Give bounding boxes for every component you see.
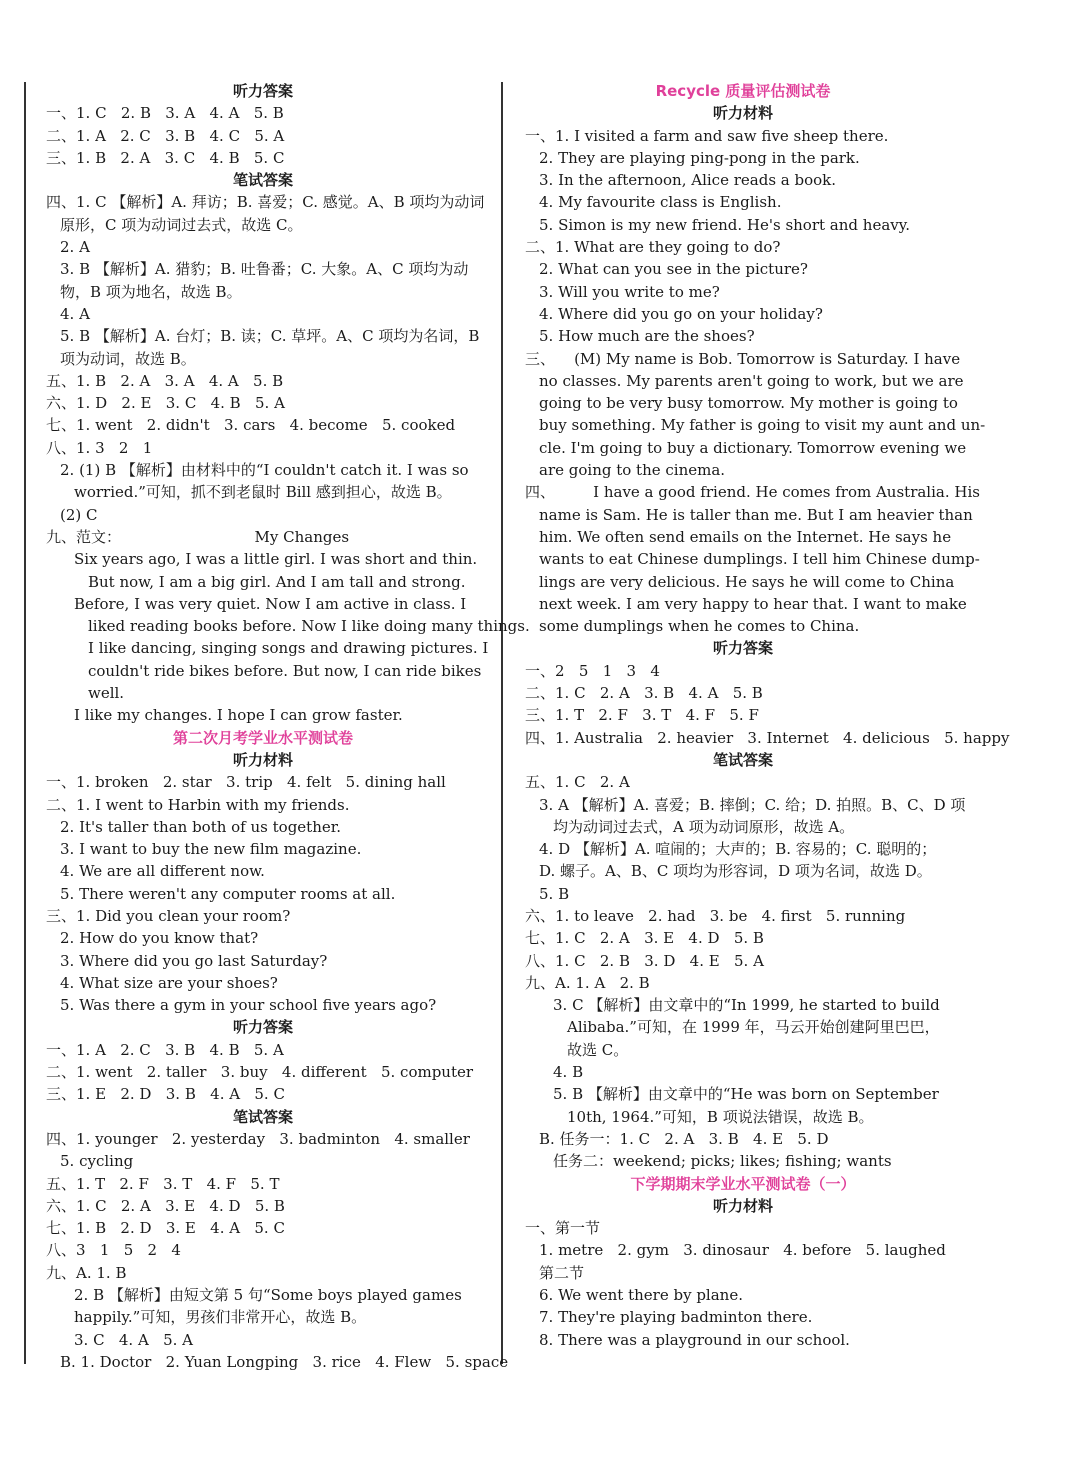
section-heading: 笔试答案: [232, 1107, 293, 1126]
column-divider: [501, 82, 503, 1364]
answer-line: 4. What size are your shoes?: [60, 973, 278, 992]
answer-line: 五、1. C 2. A: [525, 773, 630, 792]
answer-line: B. 任务一：1. C 2. A 3. B 4. E 5. D: [539, 1129, 829, 1148]
answer-line: 10th, 1964.”可知，B 项说法错误，故选 B。: [567, 1107, 874, 1126]
section-heading: 听力答案: [712, 639, 773, 658]
answer-line: 八、3 1 5 2 4: [46, 1241, 181, 1260]
answer-line: name is Sam. He is taller than me. But I am heavier than: [539, 505, 973, 524]
answer-line: 四、 I have a good friend. He comes from Australia. His: [525, 483, 980, 502]
answer-line: cle. I'm going to buy a dictionary. Tomorrow evening we: [539, 438, 967, 457]
section-heading: 笔试答案: [232, 171, 293, 190]
answer-line: 四、1. C 【解析】A. 拜访；B. 喜爱；C. 感觉。A、B 项均为动词: [46, 193, 485, 212]
answer-line: 九、A. 1. A 2. B: [525, 973, 650, 992]
answer-line: (2) C: [60, 505, 98, 524]
answer-line: 4. A: [60, 304, 90, 323]
answer-line: 任务二：weekend; picks; likes; fishing; wants: [553, 1152, 892, 1171]
answer-line: I like dancing, singing songs and drawing pictures. I: [88, 639, 489, 658]
answer-line: 5. Was there a gym in your school five years ago?: [60, 996, 437, 1015]
answer-line: 六、1. D 2. E 3. C 4. B 5. A: [46, 394, 285, 413]
answer-line: But now, I am a big girl. And I am tall and strong.: [88, 572, 466, 591]
answer-line: Alibaba.”可知，在 1999 年，马云开始创建阿里巴巴，: [567, 1018, 940, 1037]
answer-line: Six years ago, I was a little girl. I was short and thin.: [74, 550, 478, 569]
answer-line: 八、1. C 2. B 3. D 4. E 5. A: [525, 951, 764, 970]
answer-line: 二、1. C 2. A 3. B 4. A 5. B: [525, 684, 763, 703]
answer-line: 二、1. What are they going to do?: [525, 238, 781, 257]
answer-line: 项为动词，故选 B。: [60, 349, 196, 368]
answer-line: 七、1. C 2. A 3. E 4. D 5. B: [525, 929, 764, 948]
answer-line: 四、1. Australia 2. heavier 3. Internet 4. delicious 5. happy: [525, 728, 1010, 747]
answer-line: worried.”可知，抓不到老鼠时 Bill 感到担心，故选 B。: [74, 483, 452, 502]
answer-line: 三、1. T 2. F 3. T 4. F 5. F: [525, 706, 759, 725]
answer-line: are going to the cinema.: [539, 461, 726, 480]
section-heading: 听力材料: [712, 1196, 773, 1215]
left-margin-rule: [24, 82, 26, 1364]
answer-line: 二、1. went 2. taller 3. buy 4. different 5. computer: [46, 1063, 474, 1082]
answer-line: 5. B 【解析】A. 台灯；B. 读；C. 草坪。A、C 项均为名词，B: [60, 327, 480, 346]
answer-line: 六、1. to leave 2. had 3. be 4. first 5. running: [525, 906, 906, 925]
answer-line: 三、1. Did you clean your room?: [46, 906, 291, 925]
answer-line: 2. A: [60, 238, 90, 257]
answer-line: 原形，C 项为动词过去式，故选 C。: [60, 215, 303, 234]
answer-line: 一、第一节: [525, 1219, 601, 1238]
answer-line: 3. Will you write to me?: [539, 282, 720, 301]
answer-line: 一、1. A 2. C 3. B 4. B 5. A: [46, 1040, 284, 1059]
test-title: Recycle 质量评估测试卷: [655, 82, 831, 100]
answer-line: lings are very delicious. He says he will come to China: [539, 572, 955, 591]
answer-line: 4. We are all different now.: [60, 862, 265, 881]
answer-line: 第二节: [539, 1263, 585, 1282]
answer-line: D. 螺子。A、B、C 项均为形容词，D 项为名词，故选 D。: [539, 862, 932, 881]
answer-line: 5. B: [539, 884, 570, 903]
answer-line: some dumplings when he comes to China.: [539, 617, 860, 636]
answer-line: 3. C 【解析】由文章中的“In 1999, he started to build: [553, 996, 940, 1015]
answer-line: 5. Simon is my new friend. He's short and heavy.: [539, 215, 910, 234]
answer-line: 2. What can you see in the picture?: [539, 260, 808, 279]
answer-line: 5. How much are the shoes?: [539, 327, 755, 346]
answer-line: 1. metre 2. gym 3. dinosaur 4. before 5. laughed: [539, 1241, 946, 1260]
answer-line: buy something. My father is going to visit my aunt and un-: [539, 416, 986, 435]
answer-line: no classes. My parents aren't going to work, but we are: [539, 371, 964, 390]
answer-line: 八、1. 3 2 1: [46, 438, 153, 457]
answer-line: 6. We went there by plane.: [539, 1286, 743, 1305]
answer-line: happily.”可知，男孩们非常开心，故选 B。: [74, 1308, 367, 1327]
section-heading: 听力答案: [232, 1018, 293, 1037]
answer-line: 5. cycling: [60, 1152, 134, 1171]
answer-line: 四、1. younger 2. yesterday 3. badminton 4. smaller: [46, 1129, 470, 1148]
answer-line: 4. My favourite class is English.: [539, 193, 782, 212]
answer-line: 均为动词过去式，A 项为动词原形，故选 A。: [553, 817, 855, 836]
answer-line: 3. Where did you go last Saturday?: [60, 951, 328, 970]
answer-line: 4. Where did you go on your holiday?: [539, 304, 823, 323]
answer-line: 三、1. B 2. A 3. C 4. B 5. C: [46, 148, 285, 167]
answer-line: 2. It's taller than both of us together.: [60, 817, 342, 836]
answer-line: B. 1. Doctor 2. Yuan Longping 3. rice 4. Flew 5. space: [60, 1352, 509, 1371]
answer-line: 物，B 项为地名，故选 B。: [60, 282, 242, 301]
answer-line: Before, I was very quiet. Now I am active in class. I: [74, 594, 467, 613]
answer-line: 2. They are playing ping-pong in the park.: [539, 148, 860, 167]
answer-line: 一、1. I visited a farm and saw five sheep there.: [525, 126, 889, 145]
test-title: 下学期期末学业水平测试卷（一）: [630, 1174, 856, 1193]
test-title: 第二次月考学业水平测试卷: [172, 728, 353, 747]
answer-line: 七、1. B 2. D 3. E 4. A 5. C: [46, 1219, 285, 1238]
section-heading: 听力材料: [712, 104, 773, 123]
section-heading: 笔试答案: [712, 750, 773, 769]
answer-line: 5. B 【解析】由文章中的“He was born on September: [553, 1085, 939, 1104]
answer-line: couldn't ride bikes before. But now, I can ride bikes: [88, 661, 482, 680]
answer-line: I like my changes. I hope I can grow faster.: [74, 706, 403, 725]
answer-line: 2. (1) B 【解析】由材料中的“I couldn't catch it. I was so: [60, 461, 469, 480]
answer-line: next week. I am very happy to hear that. I want to make: [539, 594, 967, 613]
answer-line: 三、 (M) My name is Bob. Tomorrow is Saturday. I have: [525, 349, 961, 368]
answer-line: 三、1. E 2. D 3. B 4. A 5. C: [46, 1085, 285, 1104]
answer-line: 六、1. C 2. A 3. E 4. D 5. B: [46, 1196, 285, 1215]
answer-line: going to be very busy tomorrow. My mother is going to: [539, 394, 958, 413]
answer-line: 3. A 【解析】A. 喜爱；B. 摔倒；C. 给；D. 拍照。B、C、D 项: [539, 795, 966, 814]
answer-line: 3. I want to buy the new film magazine.: [60, 840, 362, 859]
answer-line: 5. There weren't any computer rooms at all.: [60, 884, 396, 903]
answer-line: 故选 C。: [567, 1040, 629, 1059]
left-column: [46, 80, 530, 1373]
answer-line: 九、A. 1. B: [46, 1263, 127, 1282]
answer-line: him. We often send emails on the Internet. He says he: [539, 527, 952, 546]
answer-line: 2. B 【解析】由短文第 5 句“Some boys played games: [74, 1286, 462, 1305]
answer-line: 3. B 【解析】A. 猎豹；B. 吐鲁番；C. 大象。A、C 项均为动: [60, 260, 469, 279]
answer-line: 4. B: [553, 1063, 584, 1082]
answer-line: well.: [88, 684, 125, 703]
answer-line: 二、1. I went to Harbin with my friends.: [46, 795, 350, 814]
answer-line: 五、1. T 2. F 3. T 4. F 5. T: [46, 1174, 280, 1193]
answer-line: 五、1. B 2. A 3. A 4. A 5. B: [46, 371, 284, 390]
answer-line: 2. How do you know that?: [60, 929, 259, 948]
section-heading: 听力材料: [232, 750, 293, 769]
answer-line: 一、1. broken 2. star 3. trip 4. felt 5. dining hall: [46, 773, 446, 792]
answer-line: 3. In the afternoon, Alice reads a book.: [539, 171, 837, 190]
answer-line: 一、1. C 2. B 3. A 4. A 5. B: [46, 104, 284, 123]
answer-line: 3. C 4. A 5. A: [74, 1330, 193, 1349]
answer-line: 二、1. A 2. C 3. B 4. C 5. A: [46, 126, 285, 145]
answer-line: 8. There was a playground in our school.: [539, 1330, 850, 1349]
answer-line: 一、2 5 1 3 4: [525, 661, 660, 680]
answer-line: liked reading books before. Now I like doing many things.: [88, 617, 530, 636]
right-column: [525, 80, 1010, 1351]
answer-line: 九、范文： My Changes: [46, 527, 350, 546]
answer-line: wants to eat Chinese dumplings. I tell him Chinese dump-: [539, 550, 980, 569]
section-heading: 听力答案: [232, 82, 293, 100]
answer-line: 7. They're playing badminton there.: [539, 1308, 813, 1327]
answer-line: 4. D 【解析】A. 喧闹的；大声的；B. 容易的；C. 聪明的；: [539, 840, 937, 859]
answer-line: 七、1. went 2. didn't 3. cars 4. become 5. cooked: [46, 416, 456, 435]
